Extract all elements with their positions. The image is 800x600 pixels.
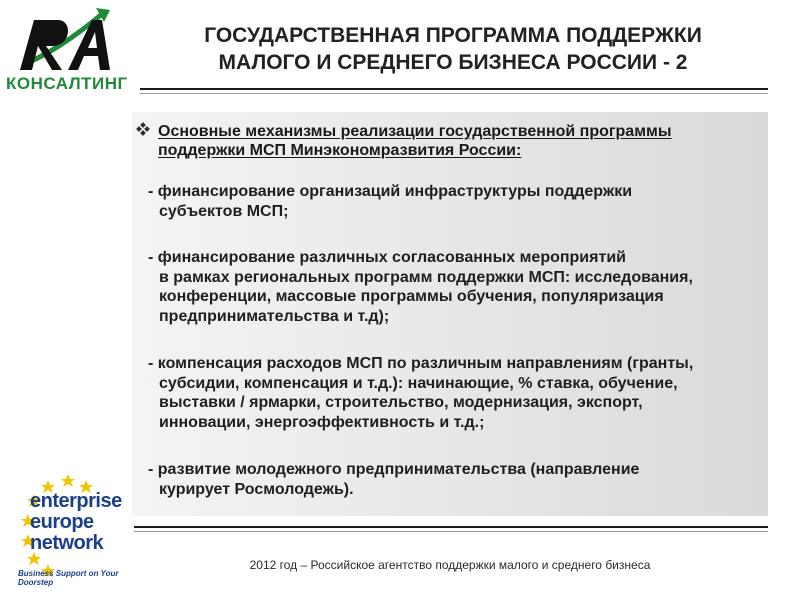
heading-line-1: Основные механизмы реализации государственной программы: [158, 123, 672, 140]
list-item-line: субъектов МСП;: [159, 202, 289, 220]
top-divider-thin: [140, 93, 768, 94]
list-item: [148, 248, 758, 326]
diamond-bullet-icon: [136, 122, 150, 136]
top-divider: [140, 88, 768, 90]
ra-consulting-logo: [6, 6, 136, 98]
een-line-2: europe: [30, 511, 94, 533]
list-item-line: конференции, массовые программы обучения, популяризация: [159, 288, 664, 305]
title-line-2: МАЛОГО И СРЕДНЕГО БИЗНЕСА РОССИИ - 2: [218, 51, 688, 74]
list-item-line: - финансирование различных согласованных мероприятий: [148, 249, 626, 266]
list-item-line: предпринимательства и т.д);: [159, 307, 390, 325]
een-tagline: Business Support on Your Doorstep: [18, 569, 119, 587]
list-item: [148, 354, 758, 432]
section-heading: [158, 122, 758, 160]
page-title: [168, 22, 738, 76]
title-line-1: ГОСУДАРСТВЕННАЯ ПРОГРАММА ПОДДЕРЖКИ: [204, 24, 702, 47]
bottom-divider-thin: [134, 531, 768, 532]
list-item: [148, 460, 758, 499]
list-item-line: субсидии, компенсация и т.д.): начинающие, % ставка, обучение,: [159, 374, 678, 392]
een-line-3: network: [30, 532, 104, 554]
list-item: [148, 182, 758, 221]
footer-caption: 2012 год – Российское агентство поддержки малого и среднего бизнеса: [249, 558, 651, 572]
ra-monogram-icon: [6, 6, 136, 76]
bottom-divider: [134, 526, 768, 528]
list-item-line: выставки / ярмарки, строительство, модернизация, экспорт,: [159, 394, 643, 411]
een-line-1: enterprise: [30, 490, 122, 512]
heading-line-2: поддержки МСП Минэкономразвития России:: [158, 142, 522, 159]
list-item-line: в рамках региональных программ поддержки МСП: исследования,: [159, 268, 693, 286]
list-item-line: инновации, энергоэффективность и т.д.;: [159, 413, 485, 431]
logo-wordmark: КОНСАЛТИНГ: [6, 74, 128, 93]
een-wordmark: [30, 491, 122, 554]
list-item-line: курирует Росмолодежь).: [159, 480, 354, 498]
list-item-line: - развитие молодежного предпринимательства (направление: [148, 461, 640, 478]
list-item-line: - компенсация расходов МСП по различным направлениям (гранты,: [148, 355, 694, 372]
list-item-line: - финансирование организаций инфраструктуры поддержки: [148, 183, 633, 200]
